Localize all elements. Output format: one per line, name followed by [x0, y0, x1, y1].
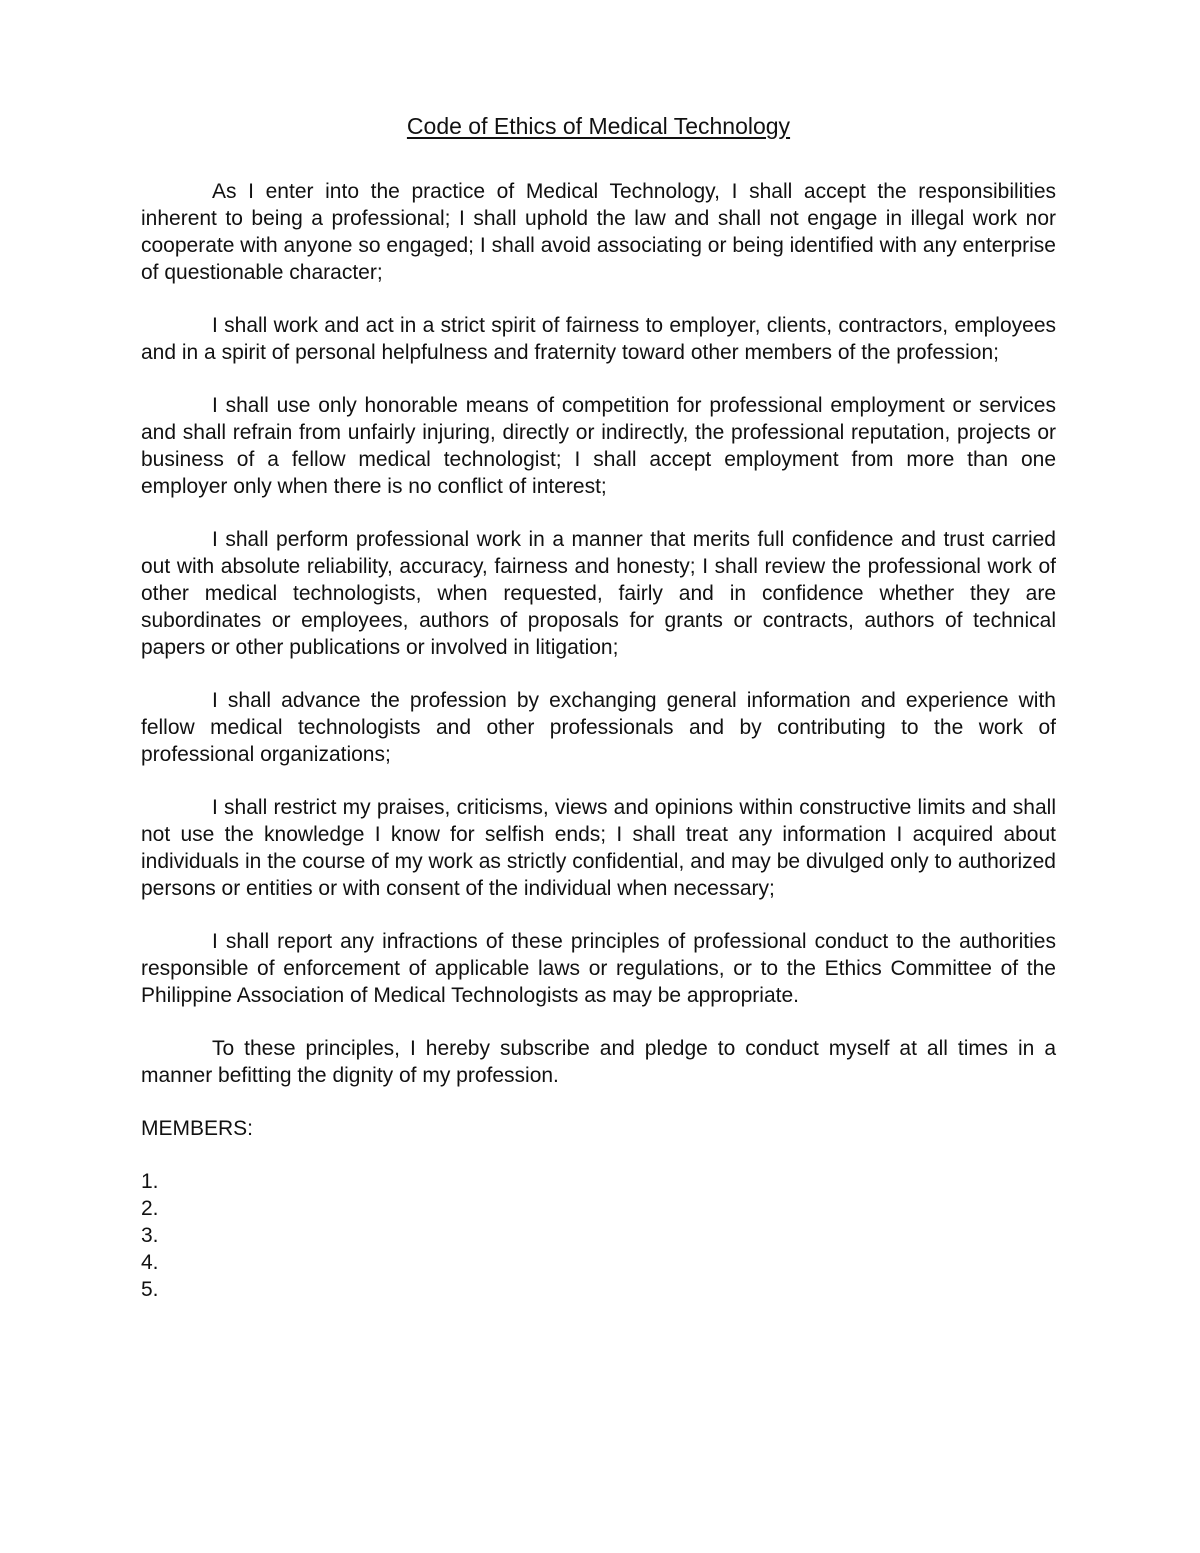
paragraph-4: I shall perform professional work in a manner that merits full confidence and trust carried out with absolute reliability, accuracy, fairness and honesty; I shall review the professional work of other medical technologists, when requested, fairly and in confidence whether they are subordinates or employees, authors of proposals for grants or contracts, authors of technical papers or other publications or involved in litigation;	[141, 528, 1056, 659]
members-list	[141, 1168, 1056, 1303]
document-title: Code of Ethics of Medical Technology	[406, 113, 791, 139]
paragraph-5: I shall advance the profession by exchanging general information and experience with fellow medical technologists and other professionals and by contributing to the work of professional organizations;	[141, 689, 1056, 766]
member-item-4: 4.	[141, 1251, 159, 1274]
member-item-3: 3.	[141, 1224, 159, 1247]
paragraph-8: To these principles, I hereby subscribe and pledge to conduct myself at all times in a manner befitting the dignity of my profession.	[141, 1037, 1056, 1087]
paragraph-2: I shall work and act in a strict spirit of fairness to employer, clients, contractors, employees and in a spirit of personal helpfulness and fraternity toward other members of the profession;	[141, 314, 1056, 364]
paragraph-6: I shall restrict my praises, criticisms, views and opinions within constructive limits and shall not use the knowledge I know for selfish ends; I shall treat any information I acquired about individuals in the course of my work as strictly confidential, and may be divulged only to authorized persons or entities or with consent of the individual when necessary;	[141, 796, 1056, 900]
paragraph-3: I shall use only honorable means of competition for professional employment or services and shall refrain from unfairly injuring, directly or indirectly, the professional reputation, projects or business of a fellow medical technologist; I shall accept employment from more than one employer only when there is no conflict of interest;	[141, 394, 1056, 498]
member-item-5: 5.	[141, 1278, 159, 1301]
paragraph-7: I shall report any infractions of these principles of professional conduct to the authorities responsible of enforcement of applicable laws or regulations, or to the Ethics Committee of the Philippine Association of Medical Technologists as may be appropriate.	[141, 930, 1056, 1007]
paragraph-1: As I enter into the practice of Medical Technology, I shall accept the responsibilities inherent to being a professional; I shall uphold the law and shall not engage in illegal work nor cooperate with anyone so engaged; I shall avoid associating or being identified with any enterprise of questionable character;	[141, 180, 1056, 284]
document-page	[141, 110, 1056, 1303]
member-item-1: 1.	[141, 1170, 159, 1193]
members-label: MEMBERS:	[141, 1117, 254, 1140]
member-item-2: 2.	[141, 1197, 159, 1220]
